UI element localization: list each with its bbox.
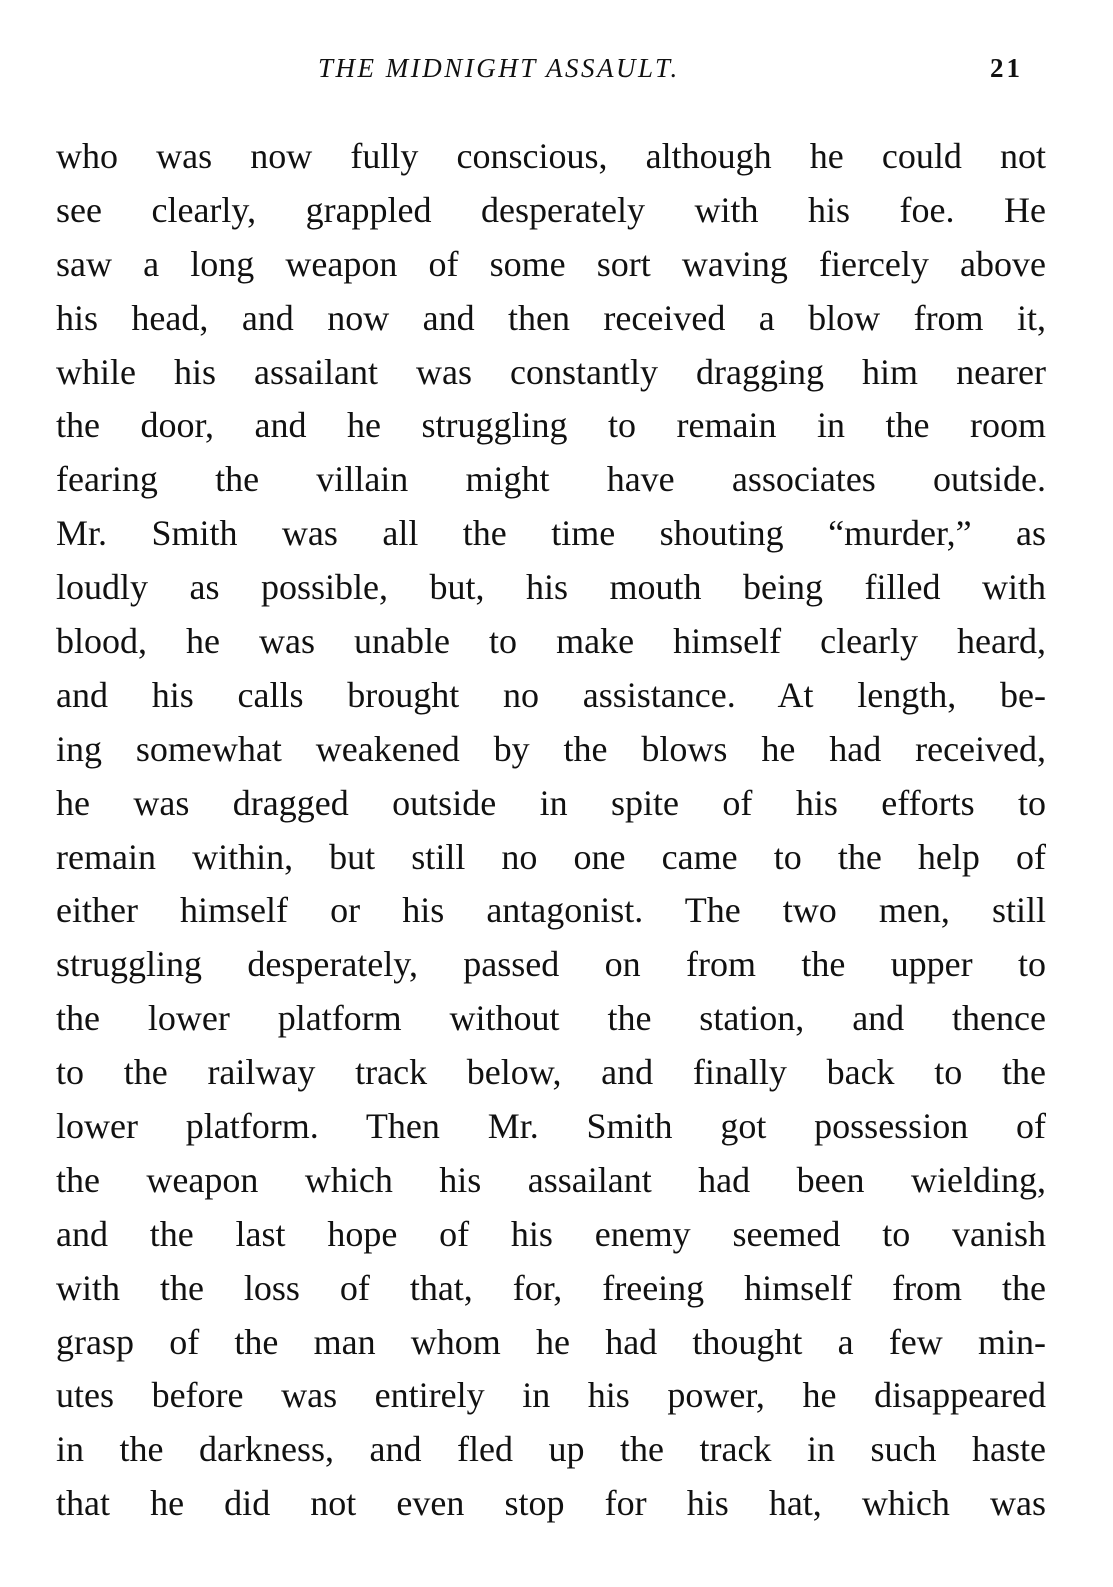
text-line: and his calls brought no assistance. At length, be-: [56, 674, 1046, 715]
text-line: while his assailant was constantly dragging him nearer: [56, 351, 1046, 392]
text-line: his head, and now and then received a blow from it,: [56, 297, 1046, 338]
text-line: utes before was entirely in his power, he disappeared: [56, 1375, 1046, 1416]
text-line: the door, and he struggling to remain in the room: [56, 405, 1046, 446]
text-line: struggling desperately, passed on from the upper to: [56, 944, 1046, 985]
text-line: remain within, but still no one came to the help of: [56, 836, 1046, 877]
text-line: ing somewhat weakened by the blows he had received,: [56, 728, 1046, 769]
text-line: in the darkness, and fled up the track in such haste: [56, 1429, 1046, 1470]
text-line: loudly as possible, but, his mouth being filled with: [56, 567, 1046, 608]
text-line: that he did not even stop for his hat, which was: [56, 1483, 1046, 1524]
text-line: he was dragged outside in spite of his efforts to: [56, 782, 1046, 823]
text-line: the weapon which his assailant had been wielding,: [56, 1159, 1046, 1200]
text-line: lower platform. Then Mr. Smith got possession of: [56, 1106, 1046, 1147]
text-line: with the loss of that, for, freeing himself from the: [56, 1267, 1046, 1308]
text-line: the lower platform without the station, and thence: [56, 998, 1046, 1039]
text-line: to the railway track below, and finally back to the: [56, 1052, 1046, 1093]
body-text: [56, 130, 1046, 1531]
text-line: see clearly, grappled desperately with his foe. He: [56, 189, 1046, 230]
text-line: and the last hope of his enemy seemed to vanish: [56, 1213, 1046, 1254]
text-line: grasp of the man whom he had thought a few min-: [56, 1321, 1046, 1362]
text-line: blood, he was unable to make himself clearly heard,: [56, 621, 1046, 662]
text-line: fearing the villain might have associates outside.: [56, 459, 1046, 500]
text-line: who was now fully conscious, although he could not: [56, 136, 1046, 176]
text-line: either himself or his antagonist. The two men, still: [56, 890, 1046, 931]
running-head: [0, 48, 1113, 88]
text-line: saw a long weapon of some sort waving fiercely above: [56, 243, 1046, 284]
page-number: 21: [990, 53, 1023, 83]
running-title: THE MIDNIGHT ASSAULT.: [318, 53, 680, 83]
text-line: Mr. Smith was all the time shouting “murder,” as: [56, 513, 1046, 554]
